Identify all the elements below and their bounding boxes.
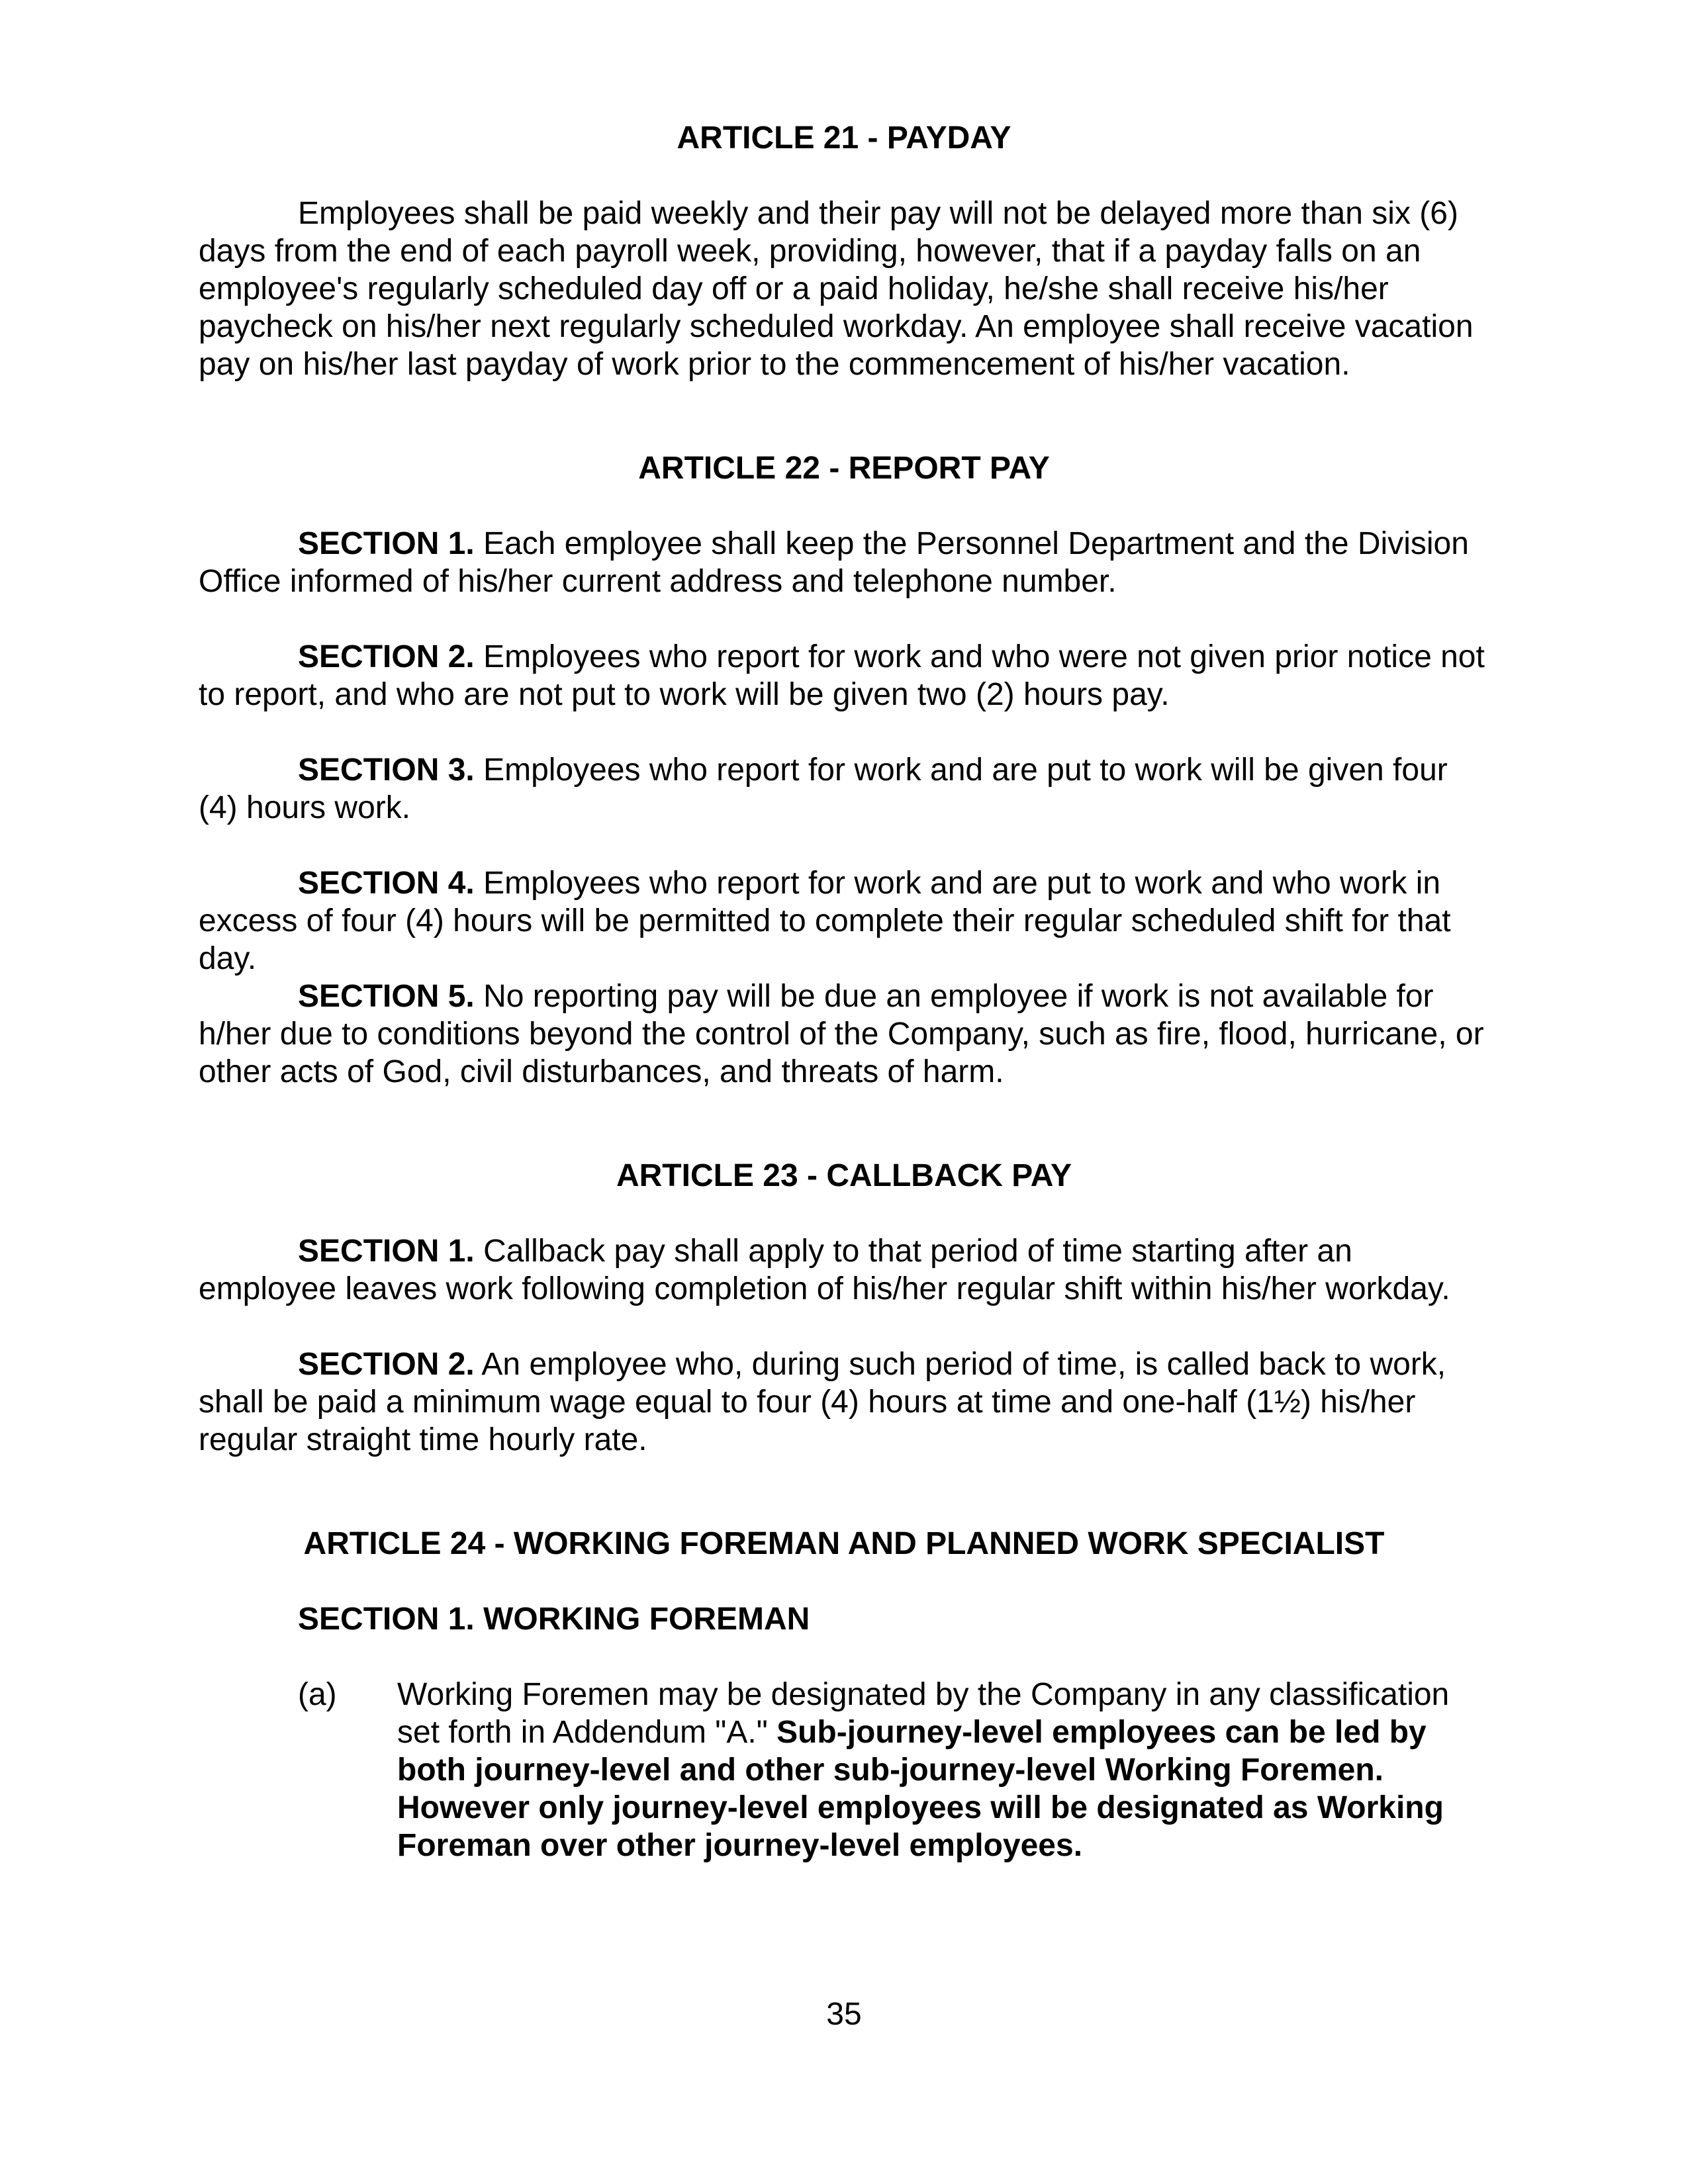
article-22-heading: ARTICLE 22 - REPORT PAY xyxy=(638,451,1050,486)
item-label: (a) xyxy=(298,1677,337,1712)
article-23-section-2 xyxy=(199,1345,1489,1459)
article-22-section-3 xyxy=(199,751,1489,827)
section-label: SECTION 1. xyxy=(298,1234,475,1269)
article-21-heading: ARTICLE 21 - PAYDAY xyxy=(677,120,1011,156)
article-24-heading: ARTICLE 24 - WORKING FOREMAN AND PLANNED WORK SPECIALIST xyxy=(303,1526,1385,1561)
page-number: 35 xyxy=(826,1997,862,2032)
section-text: Employees who report for work and are put to work and who work in excess of four (4) hours will be permitted to complete their regular scheduled shift for that day. xyxy=(199,866,1451,976)
article-21-text: Employees shall be paid weekly and their pay will not be delayed more than six (6) days from the end of each payroll week, providing, however, that if a payday falls on an employee's regularly scheduled day off or a paid holiday, he/she shall receive his/her paycheck on his/her next regularly scheduled workday. An employee shall receive vacation pay on his/her last payday of work prior to the commencement of his/her vacation. xyxy=(199,196,1474,382)
section-text: An employee who, during such period of time, is called back to work, shall be paid a minimum wage equal to four (4) hours at time and one-half (1½) his/her regular straight time hourly rate. xyxy=(199,1347,1446,1457)
article-23-heading: ARTICLE 23 - CALLBACK PAY xyxy=(616,1158,1072,1193)
section-label: SECTION 5. xyxy=(298,979,475,1014)
section-text: Employees who report for work and are put to work will be given four (4) hours work. xyxy=(199,752,1448,825)
section-text: No reporting pay will be due an employee if work is not available for h/her due to conditions beyond the control of the Company, such as fire, flood, hurricane, or other acts of God, civil disturbances, and threats of harm. xyxy=(199,979,1484,1089)
item-bold-text: Sub-journey-level employees can be led by both journey-level and other sub-journey-level Working Foremen. However only journey-level employees will be designated as Working Foreman over other journey-level employees. xyxy=(397,1715,1444,1863)
article-22-section-5 xyxy=(199,978,1489,1091)
section-label: SECTION 2. xyxy=(298,639,475,674)
section-text: Each employee shall keep the Personnel Department and the Division Office informed of his/her current address and telephone number. xyxy=(199,526,1469,599)
article-24-section-1-heading: SECTION 1. WORKING FOREMAN xyxy=(298,1602,810,1637)
article-22-section-4 xyxy=(199,864,1489,978)
section-label: SECTION 3. xyxy=(298,752,475,788)
article-22-section-2 xyxy=(199,638,1489,713)
article-21-body xyxy=(199,195,1489,383)
section-label: SECTION 1. xyxy=(298,526,475,561)
article-23-section-1 xyxy=(199,1232,1489,1308)
section-text: Employees who report for work and who were not given prior notice not to report, and who are not put to work will be given two (2) hours pay. xyxy=(199,639,1485,712)
section-label: SECTION 4. xyxy=(298,866,475,901)
article-24-item-a xyxy=(199,1676,1489,1864)
item-text: Working Foremen may be designated by the Company in any classification set forth in Addendum "A." xyxy=(397,1677,1450,1750)
section-text: Callback pay shall apply to that period of time starting after an employee leaves work following completion of his/her regular shift within his/her workday. xyxy=(199,1234,1450,1306)
section-label: SECTION 2. xyxy=(298,1347,475,1382)
document-page xyxy=(199,119,1489,1864)
article-22-section-1 xyxy=(199,525,1489,600)
